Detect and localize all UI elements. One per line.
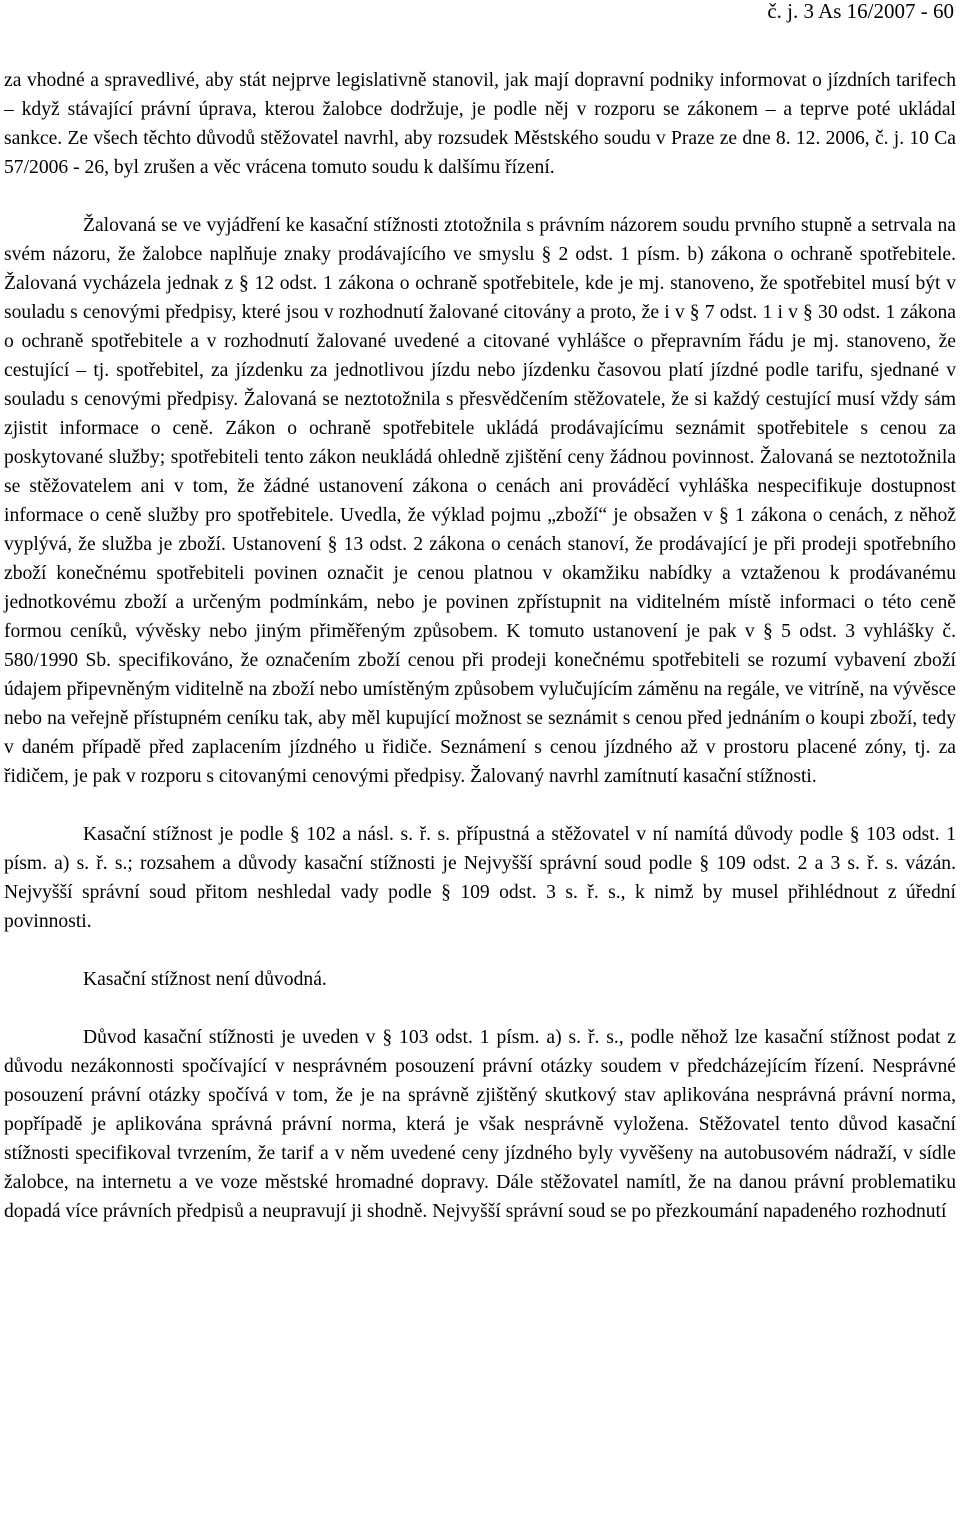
paragraph-admissibility: Kasační stížnost je podle § 102 a násl. s. ř. s. přípustná a stěžovatel v ní namítá důvody podle § 103 odst. 1 písm. a) s. ř. s.; rozsahem a důvody kasační stížnosti je Nejvyšší správní soud podle § 109 odst. 2 a 3 s. ř. s. vázán. Nejvyšší správní soud přitom neshledal vady podle § 109 odst. 3 s. ř. s., k nimž by musel přihlédnout z úřední povinnosti. <box>4 824 956 932</box>
document-body <box>4 66 956 1226</box>
paragraph-respondent-statement: Žalovaná se ve vyjádření ke kasační stížnosti ztotožnila s právním názorem soudu prvního stupně a setrvala na svém názoru, že žalobce naplňuje znaky prodávajícího ve smyslu § 2 odst. 1 písm. b) zákona o ochraně spotřebitele. Žalovaná vycházela jednak z § 12 odst. 1 zákona o ochraně spotřebitele, kde je mj. stanoveno, že spotřebitel musí být v souladu s cenovými předpisy, které jsou v rozhodnutí žalované citovány a proto, že i v § 7 odst. 1 i v § 30 odst. 1 zákona o ochraně spotřebitele a v rozhodnutí žalované uvedené a citované vyhlášce o přepravním řádu je mj. stanoveno, že cestující – tj. spotřebitel, za jízdenku za jednotlivou jízdu nebo jízdenku časovou platí jízdné podle tarifu, sjednané v souladu s cenovými předpisy. Žalovaná se neztotožnila s přesvědčením stěžovatele, že si každý cestující musí vždy sám zjistit informace o ceně. Zákon o ochraně spotřebitele ukládá prodávajícímu seznámit spotřebitele s cenou za poskytované služby; spotřebiteli tento zákon neukládá ohledně zjištění ceny žádnou povinnost. Žalovaná se neztotožnila se stěžovatelem ani v tom, že žádné ustanovení zákona o cenách ani prováděcí vyhláška nespecifikuje dostupnost informace o ceně služby pro spotřebitele. Uvedla, že výklad pojmu „zboží“ je obsažen v § 1 zákona o cenách, z něhož vyplývá, že služba je zboží. Ustanovení § 13 odst. 2 zákona o cenách stanoví, že prodávající je při prodeji spotřebního zboží konečnému spotřebiteli povinen označit je cenou platnou v okamžiku nabídky a vztaženou k prodávanému jednotkovému zboží a určeným podmínkám, nebo je povinen zpřístupnit na viditelném místě informaci o této ceně formou ceníků, vývěsky nebo jiným přiměřeným způsobem. K tomuto ustanovení je pak v § 5 odst. 3 vyhlášky č. 580/1990 Sb. specifikováno, že označením zboží cenou při prodeji konečnému spotřebiteli se rozumí vybavení zboží údajem připevněným viditelně na zboží nebo umístěným způsobem vylučujícím záměnu na regále, ve vitríně, na vývěsce nebo na veřejně přístupném ceníku tak, aby měl kupující možnost se seznámit s cenou před jednáním o koupi zboží, tedy v daném případě před zaplacením jízdného u řidiče. Seznámení s cenou jízdného až v prostoru placené zóny, tj. za řidičem, je pak v rozporu s citovanými cenovými předpisy. Žalovaný navrhl zamítnutí kasační stížnosti. <box>4 215 956 787</box>
paragraph-continuation: za vhodné a spravedlivé, aby stát nejprve legislativně stanovil, jak mají dopravní podniky informovat o jízdních tarifech – když stávající právní úprava, kterou žalobce dodržuje, je podle něj v rozporu se zákonem – a teprve poté ukládal sankce. Ze všech těchto důvodů stěžovatel navrhl, aby rozsudek Městského soudu v Praze ze dne 8. 12. 2006, č. j. 10 Ca 57/2006 - 26, byl zrušen a věc vrácena tomuto soudu k dalšímu řízení. <box>4 70 956 178</box>
case-number-header: č. j. 3 As 16/2007 - 60 <box>767 0 954 23</box>
paragraph-verdict: Kasační stížnost není důvodná. <box>83 969 327 990</box>
paragraph-reasoning: Důvod kasační stížnosti je uveden v § 103 odst. 1 písm. a) s. ř. s., podle něhož lze kasační stížnost podat z důvodu nezákonnosti spočívající v nesprávném posouzení právní otázky soudem v předcházejícím řízení. Nesprávné posouzení právní otázky spočívá v tom, že je na správně zjištěný skutkový stav aplikována nesprávná právní norma, popřípadě je aplikována správná právní norma, která je však nesprávně vyložena. Stěžovatel tento důvod kasační stížnosti specifikoval tvrzením, že tarif a v něm uvedené ceny jízdného byly vyvěšeny na autobusovém nádraží, v sídle žalobce, na internetu a ve voze městské hromadné dopravy. Dále stěžovatel namítl, že na danou právní problematiku dopadá více právních předpisů a neupravují ji shodně. Nejvyšší správní soud se po přezkoumání napadeného rozhodnutí <box>4 1027 956 1222</box>
